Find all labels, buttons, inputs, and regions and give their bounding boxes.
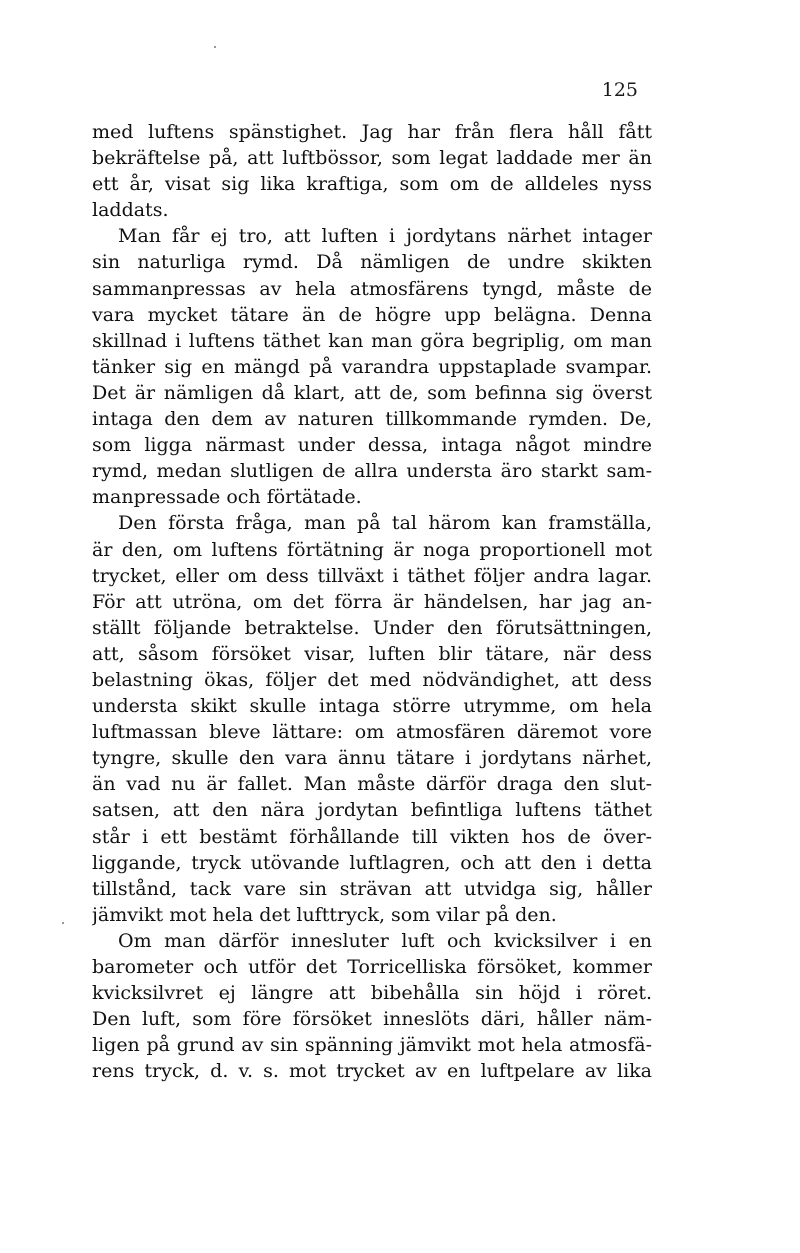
- text-line: är den, om luftens förtätning är noga proportionell mot: [92, 538, 652, 561]
- text-line: belastning ökas, följer det med nödvändighet, att dess: [92, 668, 652, 691]
- text-line: jämvikt mot hela det lufttryck, som vilar på den.: [92, 903, 557, 926]
- text-line: understa skikt skulle intaga större utrymme, om hela: [92, 695, 652, 718]
- text-line: rymd, medan slutligen de allra understa äro starkt sam-: [92, 460, 652, 483]
- text-line: barometer och utför det Torricelliska försöket, kommer: [92, 956, 652, 978]
- text-line: manpressade och förtätade.: [92, 486, 362, 509]
- text-line: intaga den dem av naturen tillkommande rymden. De,: [92, 408, 652, 431]
- text-line: tänker sig en mängd på varandra uppstaplade svampar.: [92, 355, 652, 378]
- text-line: För att utröna, om det förra är händelsen, har jag an-: [92, 590, 652, 613]
- page-number: 125: [601, 79, 638, 101]
- text-line: står i ett bestämt förhållande till vikten hos de över-: [92, 825, 652, 848]
- text-line: Det är nämligen då klart, att de, som befinna sig överst: [92, 381, 652, 404]
- text-line: trycket, eller om dess tillväxt i täthet följer andra lagar.: [92, 564, 652, 587]
- text-line: tyngre, skulle den vara ännu tätare i jordytans närhet,: [92, 747, 652, 770]
- text-line: skillnad i luftens täthet kan man göra begriplig, om man: [92, 329, 652, 352]
- text-line: som ligga närmast under dessa, intaga något mindre: [92, 434, 652, 457]
- print-speck: [214, 46, 216, 48]
- text-line: sammanpressas av hela atmosfärens tyngd, måste de: [92, 277, 652, 300]
- text-line: ett år, visat sig lika kraftiga, som om de alldeles nyss: [92, 173, 652, 196]
- text-line: ställt följande betraktelse. Under den förutsättningen,: [92, 616, 652, 639]
- text-line: luftmassan bleve lättare: om atmosfären däremot vore: [92, 721, 652, 744]
- text-line: ligen på grund av sin spänning jämvikt mot hela atmosfä-: [92, 1034, 652, 1057]
- text-line: Den första fråga, man på tal härom kan framställa,: [118, 512, 652, 535]
- text-line: sin naturliga rymd. Då nämligen de undre skikten: [92, 251, 652, 274]
- text-line: liggande, tryck utövande luftlagren, och att den i detta: [92, 851, 652, 874]
- text-line: med luftens spänstighet. Jag har från flera håll fått: [92, 121, 652, 143]
- body-text: [92, 119, 652, 1084]
- text-line: Den luft, som före försöket inneslöts däri, håller näm-: [92, 1008, 652, 1031]
- text-line: att, såsom försöket visar, luften blir tätare, när dess: [92, 642, 652, 665]
- text-line: kvicksilvret ej längre att bibehålla sin höjd i röret.: [92, 982, 652, 1005]
- text-line: Man får ej tro, att luften i jordytans närhet intager: [118, 225, 652, 248]
- text-line: rens tryck, d. v. s. mot trycket av en luftpelare av lika: [92, 1060, 652, 1083]
- text-line: bekräftelse på, att luftbössor, som legat laddade mer än: [92, 147, 652, 170]
- text-line: Om man därför innesluter luft och kvicksilver i en: [118, 929, 652, 952]
- text-line: laddats.: [92, 199, 169, 222]
- text-line: satsen, att den nära jordytan befintliga luftens täthet: [92, 799, 652, 822]
- text-line: vara mycket tätare än de högre upp belägna. Denna: [92, 303, 652, 326]
- text-line: än vad nu är fallet. Man måste därför draga den slut-: [92, 773, 652, 796]
- print-speck: [62, 922, 64, 924]
- text-line: tillstånd, tack vare sin strävan att utvidga sig, håller: [92, 877, 652, 900]
